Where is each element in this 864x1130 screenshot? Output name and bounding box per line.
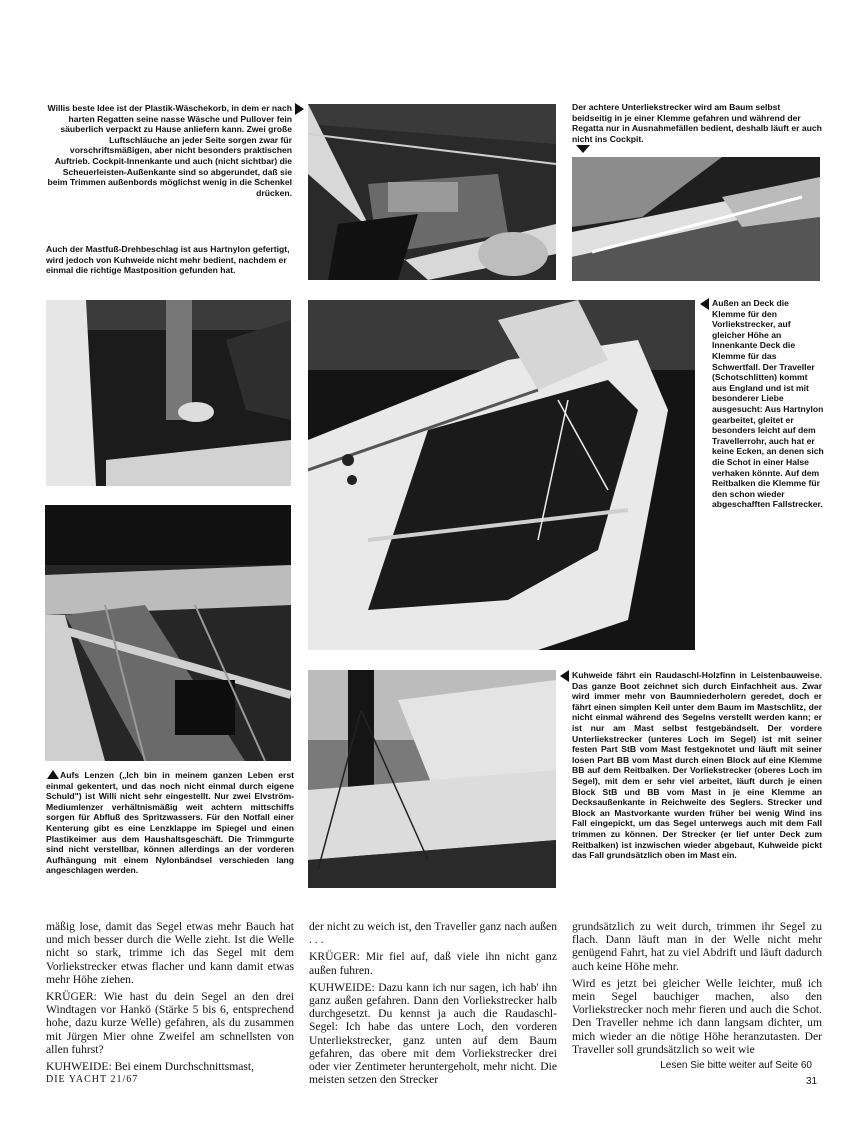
caption-deck-cleats: Außen an Deck die Klemme für den Vorliekstrecker, auf gleicher Höhe an Innenkante Deck die Klemme für das Schwertfall. Der Traveller (Schotschlitten) kommt aus England und ist mit besonderer Liebe ausgesucht: Aus Hartnylon gearbeitet, gleitet er besonders leicht auf dem Travellerrohr, auch hat er keine Ecken, an denen sich die Schot in einer Halse verhaken könnte. Auf dem Reitbalken die Klemme für den schon wieder abgeschafften Fallstrecker. [712,298,824,510]
paragraph: KRÜGER: Wie hast du dein Segel an den drei Windtagen vor Hankö (Stärke 5 bis 6, entsprechend hohe, dazu kurze Welle) gefahren, als du zusammen mit Jürgen Mier ohne Zweifel am schnellsten von allen fuhrst? [46,990,294,1056]
paragraph: KUHWEIDE: Bei einem Durchschnittsmast, [46,1060,254,1074]
body-column-2 [309,920,557,1090]
paragraph: der nicht zu weich ist, den Traveller ganz nach außen . . . [309,920,557,947]
paragraph: KUHWEIDE: Dazu kann ich nur sagen, ich hab' ihn ganz außen gefahren. Dann den Vorliekstrecker halb durchgesetzt. Du kennst ja auch die Raudaschl-Segel: Ich habe das untere Loch, den vorderen Unterliekstrecker, ganz unten auf dem Baum gefahren, das obere mit dem Vorliekstrecker drei oder vier Zentimeter heruntergeholt, mehr nicht. Die meisten setzen den Strecker [309,980,557,1087]
paragraph: KRÜGER: Mir fiel auf, daß viele ihn nicht ganz außen fuhren. [309,950,557,977]
photo-mast-foot [46,300,291,486]
paragraph: Wird es jetzt bei gleicher Welle leichter, muß ich mein Segel bauchiger machen, also den Vorliekstrecker noch mehr fieren und auch die Schot. Den Traveller nehme ich dann langsam dichter, um mich wieder an die nötige Höhe heranzutasten. Der Traveller soll grundsätzlich so weit wie [572,976,822,1056]
body-column-1 [46,920,294,1077]
caption-mast-foot: Auch der Mastfuß-Drehbeschlag ist aus Hartnylon gefertigt, wird jedoch von Kuhweide nicht mehr bedient, nachdem er einmal die richtige Mastposition gefunden hat. [46,244,290,276]
triangle-left-icon [560,670,569,682]
caption-bailing: Aufs Lenzen („Ich bin in meinem ganzen Leben erst einmal gekentert, und das noch nicht einmal durch eigene Schuld") ist Willi nicht sehr eingestellt. Nur zwei Elvström-Mediumlenzer verhältnismäßig weit achtern mittschiffs sorgen für Abfluß des Spritzwassers. Für den Notfall einer Kenterung gibt es eine Lenzklappe im Spiegel und einen Plastikeimer aus dem Haushaltsgeschäft. Die Trimmgurte sind nicht verstellbar, können allerdings an der vorderen Aufhängung mit einem Nylonbändsel verschieden lang angeschlagen werden. [46,770,294,876]
triangle-left-icon [700,298,709,310]
continue-note: Lesen Sie bitte weiter auf Seite 60 [660,1060,812,1071]
photo-laundry-basket [308,104,556,280]
photo-cockpit-floor [45,505,291,761]
photo-deck-cockpit [308,300,695,650]
caption-laundry-basket: Willis beste Idee ist der Plastik-Wäschekorb, in dem er nach harten Regatten seine nasse Wäsche und Pullover fein säuberlich verpackt zu Hause anliefern kann. Zwei große Luftschläuche an jeder Seite sorgen zwar für vorschriftsmäßigen, aber nicht besonders praktischen Auftrieb. Cockpit-Innenkante und auch (nicht sichtbar) die Scheuerleisten-Außenkante sind so abgerundet, daß sie beim Trimmen außenbords möglichst wenig in die Schenkel drücken. [47,103,292,198]
paragraph: grundsätzlich zu weit durch, trimmen ihr Segel zu flach. Dann läuft man in der Welle nicht mehr genügend Fahrt, hat zu viel Abdrift und läuft dadurch auch keine Höhe mehr. [572,920,822,973]
page-number: 31 [806,1076,818,1087]
magazine-issue: DIE YACHT 21/67 [46,1074,139,1085]
caption-rear-outhaul: Der achtere Unterliekstrecker wird am Baum selbst beidseitig in je einer Klemme gefahren und während der Regatta nur in Ausnahmefällen bedient, deshalb läuft er auch nicht ins Cockpit. [572,102,822,144]
caption-raudaschl-finn: Kuhweide fährt ein Raudaschl-Holzfinn in Leistenbauweise. Das ganze Boot zeichnet sich durch Einfachheit aus. Zwar wird immer mehr von Baumniederholern geredet, doch er fährt einen simplen Keil unter dem Baum im Mastschlitz, der nicht einmal während des Segelns verstellt werden kann; er ist nur am Mast selbst festgebändselt. Der vordere Unterliekstrecker (unteres Loch im Segel) ist mit seiner festen Part StB vom Mast festgeknotet und läuft mit seiner losen Part BB vom Mast durch einen Block auf eine Klemme BB auf dem Reitbalken. Der Vorliekstrecker (oberes Loch im Segel), mit dem er sehr viel arbeitet, läuft durch je einen Block StB und BB vom Mast in je eine Klemme an Decksaußenkante in Reichweite des Seglers. Strecker und Block an Mastvorkante wurden früher bei wenig Wind ins Fall eingepickt, um das Segel unterwegs auch mit dem Fall trimmen zu können. Der Strecker (er lief unter Deck zum Reitbalken) ist inzwischen wieder abgebaut, Kuhweide pickt das Fall grundsätzlich oben im Mast ein. [572,670,822,861]
triangle-right-icon [295,103,304,115]
triangle-down-icon [576,145,590,153]
photo-rear-outhaul [572,157,820,281]
body-column-3 [572,920,822,1060]
photo-raudaschl-finn [308,670,556,888]
paragraph: mäßig lose, damit das Segel etwas mehr Bauch hat und mich besser durch die Welle zieht. Ist die Welle nicht so stark, trimme ich das Segel mit dem Vorliekstrecker etwas flacher und kann damit etwas mehr Höhe ziehen. [46,920,294,986]
